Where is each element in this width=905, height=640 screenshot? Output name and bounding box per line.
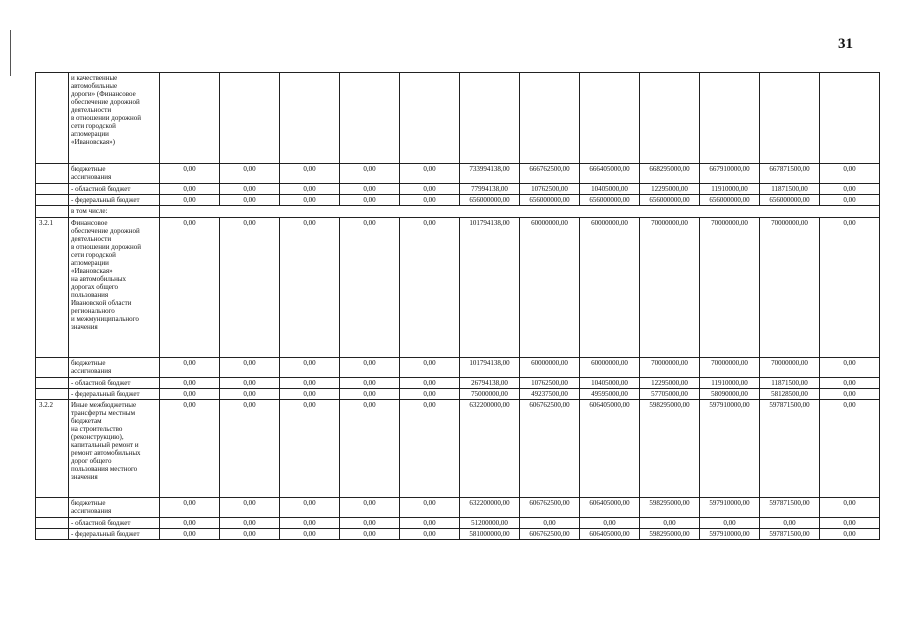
value-cell: 101794138,00 xyxy=(460,218,520,358)
value-cell: 57705000,00 xyxy=(640,389,700,400)
value-cell xyxy=(760,73,820,164)
value-cell xyxy=(160,73,220,164)
value-cell: 101794138,00 xyxy=(460,358,520,378)
value-cell: 0,00 xyxy=(280,195,340,206)
value-cell: 656000000,00 xyxy=(640,195,700,206)
value-cell: 60000000,00 xyxy=(520,218,580,358)
value-cell: 0,00 xyxy=(160,195,220,206)
value-cell: 0,00 xyxy=(340,529,400,540)
row-description: бюджетные ассигнования xyxy=(69,498,160,518)
table-row xyxy=(36,389,880,400)
value-cell: 0,00 xyxy=(160,498,220,518)
table-row xyxy=(36,400,880,498)
row-code: 3.2.2 xyxy=(36,400,69,498)
row-code xyxy=(36,518,69,529)
value-cell: 10405000,00 xyxy=(580,378,640,389)
value-cell: 10762500,00 xyxy=(520,184,580,195)
value-cell: 667910000,00 xyxy=(700,164,760,184)
value-cell: 0,00 xyxy=(820,529,880,540)
value-cell: 606405000,00 xyxy=(580,529,640,540)
value-cell: 606405000,00 xyxy=(580,400,640,498)
value-cell: 606762500,00 xyxy=(520,529,580,540)
table-body xyxy=(36,73,880,540)
value-cell: 0,00 xyxy=(160,378,220,389)
value-cell: 0,00 xyxy=(820,498,880,518)
value-cell: 0,00 xyxy=(400,389,460,400)
value-cell: 0,00 xyxy=(280,529,340,540)
value-cell: 0,00 xyxy=(220,389,280,400)
value-cell: 70000000,00 xyxy=(640,358,700,378)
row-code xyxy=(36,529,69,540)
value-cell: 0,00 xyxy=(400,195,460,206)
row-code xyxy=(36,206,69,218)
value-cell: 0,00 xyxy=(160,164,220,184)
value-cell: 0,00 xyxy=(340,400,400,498)
value-cell: 0,00 xyxy=(580,518,640,529)
value-cell: 0,00 xyxy=(160,358,220,378)
value-cell: 656000000,00 xyxy=(580,195,640,206)
value-cell: 0,00 xyxy=(220,400,280,498)
value-cell: 0,00 xyxy=(280,400,340,498)
value-cell xyxy=(400,73,460,164)
value-cell: 0,00 xyxy=(220,518,280,529)
value-cell: 49237500,00 xyxy=(520,389,580,400)
value-cell: 597871500,00 xyxy=(760,400,820,498)
value-cell: 0,00 xyxy=(220,358,280,378)
value-cell xyxy=(520,73,580,164)
value-cell: 0,00 xyxy=(340,518,400,529)
row-description: - областной бюджет xyxy=(69,184,160,195)
value-cell: 597910000,00 xyxy=(700,529,760,540)
table-row xyxy=(36,164,880,184)
value-cell: 0,00 xyxy=(220,164,280,184)
value-cell: 70000000,00 xyxy=(700,218,760,358)
value-cell: 0,00 xyxy=(220,498,280,518)
value-cell: 60000000,00 xyxy=(580,218,640,358)
value-cell: 0,00 xyxy=(220,195,280,206)
row-code xyxy=(36,195,69,206)
value-cell: 51200000,00 xyxy=(460,518,520,529)
table-row xyxy=(36,358,880,378)
value-cell: 0,00 xyxy=(700,518,760,529)
value-cell: 0,00 xyxy=(340,498,400,518)
value-cell: 597871500,00 xyxy=(760,498,820,518)
table-row xyxy=(36,378,880,389)
value-cell: 0,00 xyxy=(820,378,880,389)
value-cell: 0,00 xyxy=(400,218,460,358)
value-cell: 0,00 xyxy=(220,218,280,358)
value-cell: 667871500,00 xyxy=(760,164,820,184)
value-cell xyxy=(280,73,340,164)
value-cell xyxy=(460,73,520,164)
row-subtitle-filler xyxy=(160,206,880,218)
value-cell: 0,00 xyxy=(160,389,220,400)
margin-mark xyxy=(10,30,11,76)
value-cell: 0,00 xyxy=(220,378,280,389)
table-row xyxy=(36,195,880,206)
row-description: бюджетные ассигнования xyxy=(69,164,160,184)
value-cell: 0,00 xyxy=(520,518,580,529)
value-cell: 0,00 xyxy=(280,389,340,400)
value-cell: 10762500,00 xyxy=(520,378,580,389)
value-cell: 656000000,00 xyxy=(700,195,760,206)
value-cell: 0,00 xyxy=(340,218,400,358)
table-row xyxy=(36,73,880,164)
value-cell: 0,00 xyxy=(280,164,340,184)
row-code xyxy=(36,73,69,164)
value-cell: 0,00 xyxy=(280,498,340,518)
value-cell: 0,00 xyxy=(160,518,220,529)
value-cell: 598295000,00 xyxy=(640,400,700,498)
value-cell: 70000000,00 xyxy=(700,358,760,378)
value-cell: 0,00 xyxy=(220,529,280,540)
value-cell: 581000000,00 xyxy=(460,529,520,540)
value-cell: 12295000,00 xyxy=(640,184,700,195)
value-cell: 0,00 xyxy=(340,184,400,195)
value-cell: 656000000,00 xyxy=(520,195,580,206)
value-cell: 656000000,00 xyxy=(460,195,520,206)
value-cell: 0,00 xyxy=(280,518,340,529)
value-cell: 666405000,00 xyxy=(580,164,640,184)
row-code xyxy=(36,389,69,400)
row-code: 3.2.1 xyxy=(36,218,69,358)
value-cell: 11910000,00 xyxy=(700,378,760,389)
value-cell: 11871500,00 xyxy=(760,184,820,195)
value-cell xyxy=(700,73,760,164)
value-cell: 0,00 xyxy=(400,184,460,195)
value-cell: 11871500,00 xyxy=(760,378,820,389)
value-cell: 0,00 xyxy=(820,218,880,358)
value-cell: 60000000,00 xyxy=(520,358,580,378)
value-cell: 733994138,00 xyxy=(460,164,520,184)
value-cell: 598295000,00 xyxy=(640,529,700,540)
value-cell: 0,00 xyxy=(280,378,340,389)
value-cell: 70000000,00 xyxy=(760,358,820,378)
value-cell: 598295000,00 xyxy=(640,498,700,518)
value-cell: 0,00 xyxy=(820,389,880,400)
value-cell: 606762500,00 xyxy=(520,400,580,498)
row-description: - областной бюджет xyxy=(69,518,160,529)
value-cell: 597910000,00 xyxy=(700,400,760,498)
value-cell: 0,00 xyxy=(400,358,460,378)
value-cell: 0,00 xyxy=(820,358,880,378)
value-cell: 0,00 xyxy=(820,400,880,498)
value-cell: 0,00 xyxy=(340,378,400,389)
row-code xyxy=(36,358,69,378)
row-description: - областной бюджет xyxy=(69,378,160,389)
row-code xyxy=(36,498,69,518)
table-row xyxy=(36,518,880,529)
value-cell: 77994138,00 xyxy=(460,184,520,195)
row-code xyxy=(36,184,69,195)
value-cell: 606405000,00 xyxy=(580,498,640,518)
value-cell: 0,00 xyxy=(340,164,400,184)
value-cell: 0,00 xyxy=(400,400,460,498)
value-cell: 58128500,00 xyxy=(760,389,820,400)
value-cell: 0,00 xyxy=(160,218,220,358)
value-cell: 0,00 xyxy=(160,184,220,195)
value-cell: 0,00 xyxy=(280,184,340,195)
row-code xyxy=(36,164,69,184)
row-description: бюджетные ассигнования xyxy=(69,358,160,378)
value-cell xyxy=(820,73,880,164)
value-cell: 0,00 xyxy=(640,518,700,529)
value-cell: 656000000,00 xyxy=(760,195,820,206)
value-cell xyxy=(220,73,280,164)
value-cell: 0,00 xyxy=(220,184,280,195)
value-cell xyxy=(580,73,640,164)
row-description: и качественные автомобильные дороги» (Финансовое обеспечение дорожной деятельности в отношении дорожной сети городской агломерации «Ивановская») xyxy=(69,73,160,164)
value-cell: 632200000,00 xyxy=(460,400,520,498)
value-cell: 11910000,00 xyxy=(700,184,760,195)
value-cell: 0,00 xyxy=(820,164,880,184)
table-row xyxy=(36,184,880,195)
value-cell xyxy=(640,73,700,164)
value-cell: 0,00 xyxy=(340,358,400,378)
value-cell: 0,00 xyxy=(160,400,220,498)
value-cell: 0,00 xyxy=(820,195,880,206)
value-cell: 75000000,00 xyxy=(460,389,520,400)
page-number: 31 xyxy=(838,36,853,52)
value-cell: 597871500,00 xyxy=(760,529,820,540)
value-cell: 0,00 xyxy=(400,529,460,540)
value-cell: 10405000,00 xyxy=(580,184,640,195)
table-row xyxy=(36,206,880,218)
value-cell: 0,00 xyxy=(280,218,340,358)
value-cell: 632200000,00 xyxy=(460,498,520,518)
row-description: Иные межбюджетные трансферты местным бюджетам на строительство (реконструкцию), капитальный ремонт и ремонт автомобильных дорог общего пользования местного значения xyxy=(69,400,160,498)
value-cell: 668295000,00 xyxy=(640,164,700,184)
value-cell: 0,00 xyxy=(760,518,820,529)
value-cell: 0,00 xyxy=(820,184,880,195)
row-code xyxy=(36,378,69,389)
value-cell: 70000000,00 xyxy=(640,218,700,358)
value-cell: 606762500,00 xyxy=(520,498,580,518)
value-cell: 597910000,00 xyxy=(700,498,760,518)
value-cell: 26794138,00 xyxy=(460,378,520,389)
value-cell: 0,00 xyxy=(340,195,400,206)
row-subtitle: в том числе: xyxy=(69,206,160,218)
value-cell: 666762500,00 xyxy=(520,164,580,184)
table-row xyxy=(36,529,880,540)
value-cell: 0,00 xyxy=(400,518,460,529)
value-cell: 49595000,00 xyxy=(580,389,640,400)
table-row xyxy=(36,218,880,358)
value-cell xyxy=(340,73,400,164)
value-cell: 0,00 xyxy=(400,378,460,389)
row-description: - федеральный бюджет xyxy=(69,389,160,400)
value-cell: 60000000,00 xyxy=(580,358,640,378)
value-cell: 12295000,00 xyxy=(640,378,700,389)
budget-table xyxy=(35,72,880,540)
value-cell: 58090000,00 xyxy=(700,389,760,400)
value-cell: 0,00 xyxy=(340,389,400,400)
value-cell: 0,00 xyxy=(400,164,460,184)
row-description: - федеральный бюджет xyxy=(69,195,160,206)
row-description: Финансовое обеспечение дорожной деятельности в отношении дорожной сети городской агломерации «Ивановская» на автомобильных дорогах общего пользования Ивановской области регионального и межмуниципального значения xyxy=(69,218,160,358)
value-cell: 0,00 xyxy=(160,529,220,540)
value-cell: 70000000,00 xyxy=(760,218,820,358)
value-cell: 0,00 xyxy=(820,518,880,529)
value-cell: 0,00 xyxy=(280,358,340,378)
value-cell: 0,00 xyxy=(400,498,460,518)
row-description: - федеральный бюджет xyxy=(69,529,160,540)
table-row xyxy=(36,498,880,518)
